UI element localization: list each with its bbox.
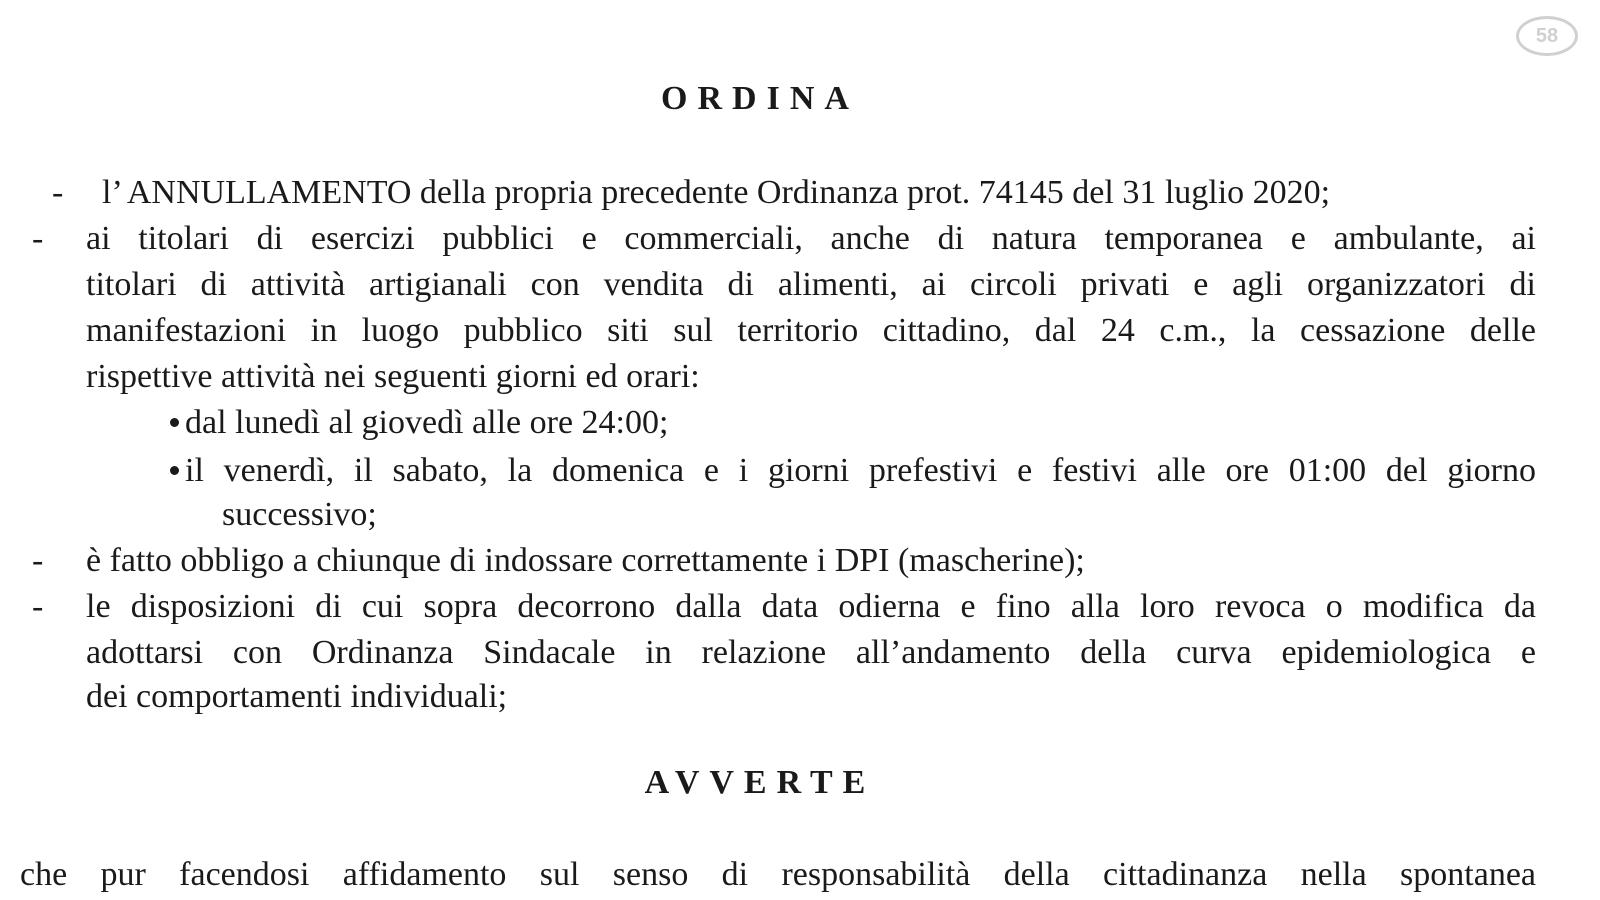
list-dash: - <box>32 542 44 579</box>
list-item-line: manifestazioni in luogo pubblico siti sul territorio cittadino, dal 24 c.m., la cessazione delle <box>86 312 1536 349</box>
list-dash: - <box>32 588 44 625</box>
list-item-line: le disposizioni di cui sopra decorrono dalla data odierna e fino alla loro revoca o modifica da <box>86 588 1536 625</box>
list-item-line: rispettive attività nei seguenti giorni ed orari: <box>86 358 700 395</box>
heading-avverte: AVVERTE <box>644 764 876 801</box>
sub-bullet-item <box>170 454 1536 488</box>
list-item-dpi: è fatto obbligo a chiunque di indossare correttamente i DPI (mascherine); <box>86 542 1085 579</box>
bullet-dot-icon <box>170 418 179 427</box>
bullet-dot-icon <box>170 466 179 475</box>
body-text-line: che pur facendosi affidamento sul senso di responsabilità della cittadinanza nella spontanea <box>20 856 1536 893</box>
list-item-annullamento: l’ ANNULLAMENTO della propria precedente Ordinanza prot. 74145 del 31 luglio 2020; <box>102 174 1331 211</box>
list-item-line: ai titolari di esercizi pubblici e commerciali, anche di natura temporanea e ambulante, ai <box>86 220 1536 257</box>
list-dash: - <box>32 220 44 257</box>
channel-logo: 58 <box>1516 16 1578 56</box>
sub-bullet-continuation: successivo; <box>222 496 377 533</box>
heading-ordina: ORDINA <box>661 80 859 117</box>
list-dash: - <box>52 174 64 211</box>
list-item-line: dei comportamenti individuali; <box>86 678 508 715</box>
sub-bullet-item <box>170 406 668 440</box>
list-item-line: titolari di attività artigianali con vendita di alimenti, ai circoli privati e agli organizzatori di <box>86 266 1536 303</box>
sub-bullet-text: dal lunedì al giovedì alle ore 24:00; <box>185 404 669 441</box>
sub-bullet-text: il venerdì, il sabato, la domenica e i giorni prefestivi e festivi alle ore 01:00 del giorno <box>185 452 1536 489</box>
list-item-line: adottarsi con Ordinanza Sindacale in relazione all’andamento della curva epidemiologica e <box>86 634 1536 671</box>
